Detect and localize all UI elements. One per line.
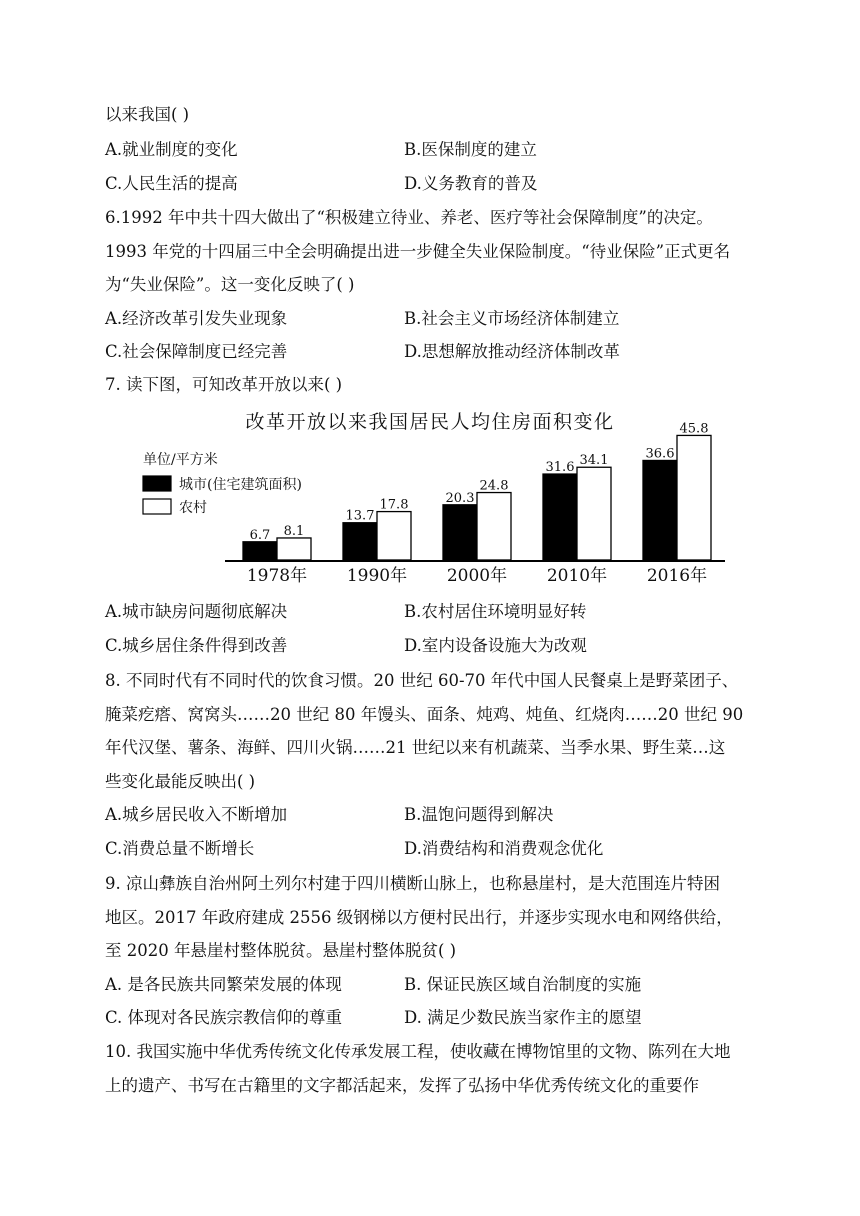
bar-value-label: 17.8: [379, 497, 409, 513]
x-tick-label: 2010年: [546, 566, 608, 586]
bar-value-label: 13.7: [345, 508, 375, 524]
q6-option-d[interactable]: D.思想解放推动经济体制改革: [404, 342, 620, 361]
q9-option-c[interactable]: C. 体现对各民族宗教信仰的尊重: [105, 1008, 343, 1027]
q9-stem-line-3: 至 2020 年悬崖村整体脱贫。悬崖村整体脱贫( ): [105, 941, 457, 960]
bar-rural-2010年: [577, 467, 611, 560]
q6-stem-line-3: 为“失业保险”。这一变化反映了( ): [105, 275, 355, 294]
q7-option-d[interactable]: D.室内设备设施大为改观: [404, 636, 587, 655]
q8-stem-line-2: 腌菜疙瘩、窝窝头……20 世纪 80 年馒头、面条、炖鸡、炖鱼、红烧肉……20 世纪 90: [105, 705, 744, 724]
bar-urban-2010年: [543, 474, 577, 560]
q8-option-c[interactable]: C.消费总量不断增长: [105, 839, 255, 858]
q7-option-a[interactable]: A.城市缺房问题彻底解决: [105, 602, 288, 621]
q8-option-a[interactable]: A.城乡居民收入不断增加: [105, 805, 288, 824]
bar-value-label: 31.6: [545, 460, 575, 476]
q6-option-a[interactable]: A.经济改革引发失业现象: [105, 309, 288, 328]
q5-option-d[interactable]: D.义务教育的普及: [404, 174, 538, 193]
bar-value-label: 8.1: [283, 523, 305, 539]
q8-stem-line-4: 些变化最能反映出( ): [105, 772, 256, 791]
chart-title: 改革开放以来我国居民人均住房面积变化: [245, 411, 615, 433]
bar-value-label: 36.6: [645, 446, 675, 462]
bar-value-label: 34.1: [579, 453, 609, 469]
q6-option-b[interactable]: B.社会主义市场经济体制建立: [404, 309, 620, 328]
q8-option-b[interactable]: B.温饱问题得到解决: [404, 805, 554, 824]
q6-option-c[interactable]: C.社会保障制度已经完善: [105, 342, 288, 361]
q5-option-c[interactable]: C.人民生活的提高: [105, 174, 238, 193]
housing-area-chart: [135, 404, 725, 590]
q7-stem: 7. 读下图，可知改革开放以来( ): [105, 375, 343, 394]
q9-option-b[interactable]: B. 保证民族区域自治制度的实施: [404, 975, 642, 994]
q8-option-d[interactable]: D.消费结构和消费观念优化: [404, 839, 604, 858]
x-tick-label: 1978年: [246, 566, 308, 586]
q7-option-c[interactable]: C.城乡居住条件得到改善: [105, 636, 288, 655]
q5-option-a[interactable]: A.就业制度的变化: [105, 140, 238, 159]
chart-unit-label: 单位/平方米: [143, 452, 218, 468]
legend-label-rural: 农村: [179, 500, 207, 516]
q9-stem-line-1: 9. 凉山彝族自治州阿土列尔村建于四川横断山脉上，也称悬崖村，是大范围连片特困: [105, 874, 720, 893]
legend-swatch-rural: [143, 499, 171, 514]
q9-option-d[interactable]: D. 满足少数民族当家作主的愿望: [404, 1008, 642, 1027]
q7-option-b[interactable]: B.农村居住环境明显好转: [404, 602, 587, 621]
x-tick-label: 1990年: [346, 566, 408, 586]
q9-option-a[interactable]: A. 是各民族共同繁荣发展的体现: [105, 975, 342, 994]
q9-stem-line-2: 地区。2017 年政府建成 2556 级钢梯以方便村民出行，并逐步实现水电和网络供给，: [105, 908, 733, 927]
q6-stem-line-2: 1993 年党的十四届三中全会明确提出进一步健全失业保险制度。“待业保险”正式更名: [105, 242, 731, 261]
q6-stem-line-1: 6.1992 年中共十四大做出了“积极建立待业、养老、医疗等社会保障制度”的决定。: [105, 208, 713, 227]
bar-rural-2016年: [677, 435, 711, 560]
legend-label-urban: 城市(住宅建筑面积): [179, 477, 302, 493]
bar-rural-2000年: [477, 493, 511, 560]
bar-urban-1978年: [243, 542, 277, 560]
q5-option-b[interactable]: B.医保制度的建立: [404, 140, 537, 159]
bar-urban-1990年: [343, 523, 377, 560]
q10-stem-line-1: 10. 我国实施中华优秀传统文化传承发展工程，使收藏在博物馆里的文物、陈列在大地: [105, 1042, 731, 1061]
q8-stem-line-1: 8. 不同时代有不同时代的饮食习惯。20 世纪 60-70 年代中国人民餐桌上是野菜团子、: [105, 671, 739, 690]
x-tick-label: 2016年: [646, 566, 708, 586]
q8-stem-line-3: 年代汉堡、薯条、海鲜、四川火锅……21 世纪以来有机蔬菜、当季水果、野生菜…这: [105, 738, 726, 757]
bar-value-label: 24.8: [479, 478, 509, 494]
bar-value-label: 20.3: [445, 490, 475, 506]
bar-value-label: 45.8: [679, 421, 709, 437]
q5-stem-tail: 以来我国( ): [105, 105, 190, 124]
bar-urban-2000年: [443, 505, 477, 560]
q10-stem-line-2: 上的遗产、书写在古籍里的文字都活起来，发挥了弘扬中华优秀传统文化的重要作: [105, 1076, 699, 1095]
bar-urban-2016年: [643, 460, 677, 560]
bar-rural-1990年: [377, 512, 411, 560]
x-tick-label: 2000年: [446, 566, 508, 586]
bar-rural-1978年: [277, 538, 311, 560]
bar-value-label: 6.7: [249, 527, 271, 543]
legend-swatch-urban: [143, 476, 171, 491]
